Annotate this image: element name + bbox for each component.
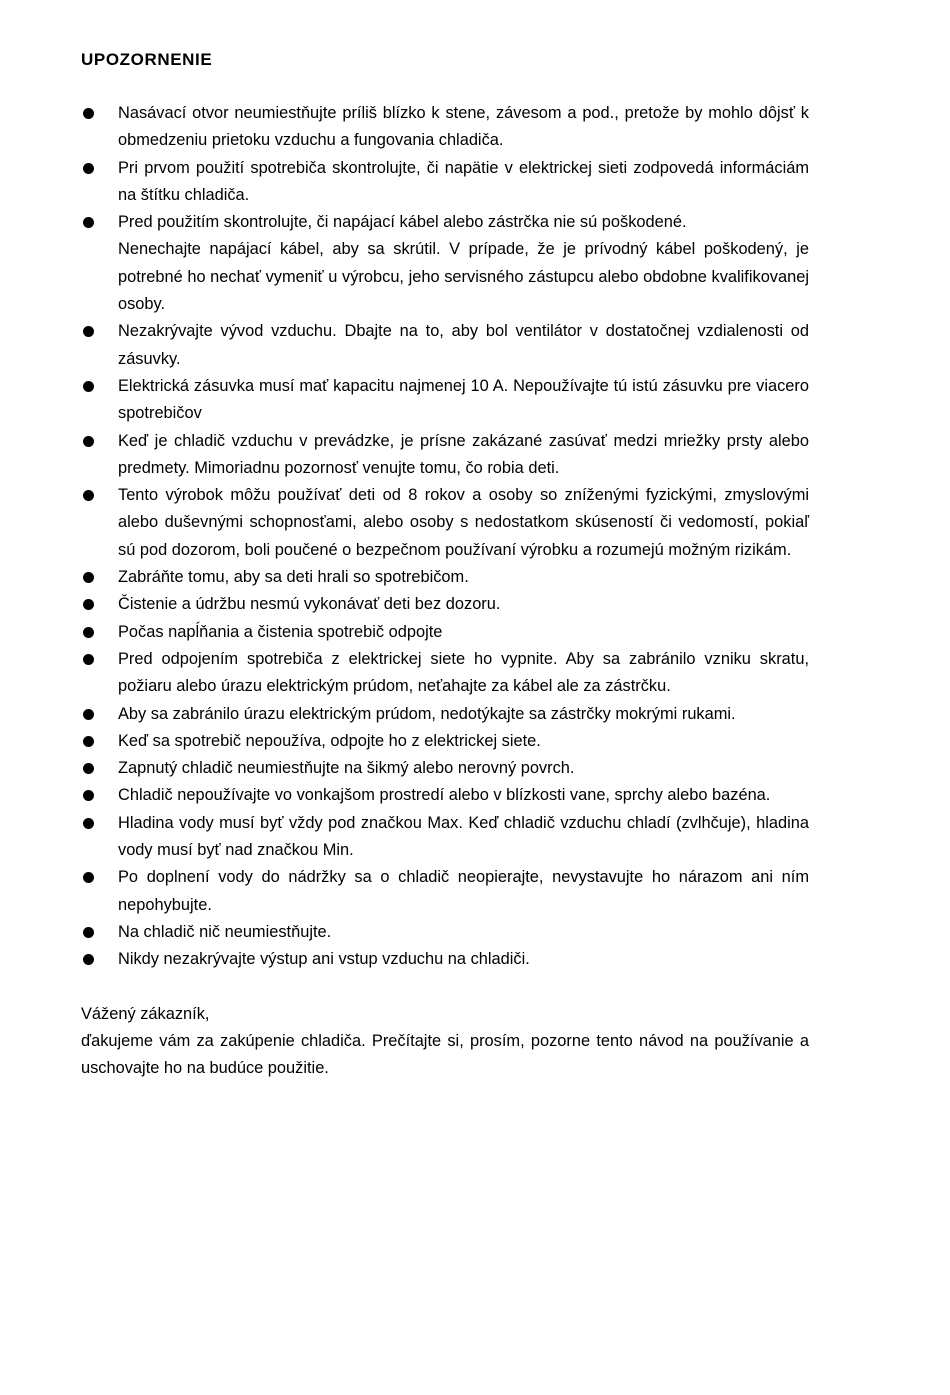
warning-text: Po doplnení vody do nádržky sa o chladič neopierajte, nevystavujte ho nárazom ani ním nepohybujte. [118, 868, 809, 914]
warning-text: Nasávací otvor neumiestňujte príliš blízko k stene, závesom a pod., pretože by mohlo dôjsť k obmedzeniu prietoku vzduchu a fungovania chladiča. [118, 104, 809, 150]
warning-text: Pred odpojením spotrebiča z elektrickej siete ho vypnite. Aby sa zabránilo vzniku skratu, požiaru alebo úrazu elektrickým prúdom, neťahajte za kábel ale za zástrčku. [118, 649, 809, 696]
bullet-icon [83, 627, 94, 638]
warning-text: Zapnutý chladič neumiestňujte na šikmý alebo nerovný povrch. [118, 759, 575, 778]
warning-item [81, 564, 809, 591]
warning-item [81, 209, 809, 318]
warning-text: Čistenie a údržbu nesmú vykonávať deti bez dozoru. [118, 595, 501, 614]
closing-salutation: Vážený zákazník, [81, 1004, 210, 1023]
warning-item [81, 782, 809, 809]
warning-item [81, 100, 809, 155]
warning-text: Pri prvom použití spotrebiča skontrolujte, či napätie v elektrickej sieti zodpovedá informáciám na štítku chladiča. [118, 158, 809, 204]
warning-item [81, 591, 809, 618]
bullet-icon [83, 954, 94, 965]
warning-text: Aby sa zabránilo úrazu elektrickým prúdom, nedotýkajte sa zástrčky mokrými rukami. [118, 704, 736, 723]
bullet-icon [83, 709, 94, 720]
warning-text: Nezakrývajte vývod vzduchu. Dbajte na to, aby bol ventilátor v dostatočnej vzdialenosti od zásuvky. [118, 322, 809, 368]
bullet-icon [83, 790, 94, 801]
warning-list [81, 100, 809, 974]
warning-item [81, 373, 809, 428]
warning-text: Chladič nepoužívajte vo vonkajšom prostredí alebo v blízkosti vane, sprchy alebo bazéna. [118, 786, 771, 805]
bullet-icon [83, 163, 94, 174]
warning-text: Na chladič nič neumiestňujte. [118, 922, 332, 941]
closing-message [81, 1001, 809, 1083]
warning-text: Tento výrobok môžu používať deti od 8 rokov a osoby so zníženými fyzickými, zmyslovými alebo duševnými schopnosťami, alebo osoby s nedostatkom skúseností či vedomostí, pokiaľ sú pod dozorom, boli poučené o bezpečnom používaní výrobku a rozumejú možným rizikám. [118, 486, 809, 559]
bullet-icon [83, 736, 94, 747]
bullet-icon [83, 599, 94, 610]
bullet-icon [83, 217, 94, 228]
warning-item [81, 810, 809, 865]
warning-text: Počas napĺňania a čistenia spotrebič odpojte [118, 622, 443, 641]
bullet-icon [83, 436, 94, 447]
warning-item [81, 318, 809, 373]
warning-text: Nikdy nezakrývajte výstup ani vstup vzduchu na chladiči. [118, 950, 530, 969]
warning-text: Pred použitím skontrolujte, či napájací kábel alebo zástrčka nie sú poškodené. [118, 213, 687, 232]
warning-item [81, 864, 809, 919]
bullet-icon [83, 381, 94, 392]
warning-item [81, 946, 809, 973]
warning-text: Zabráňte tomu, aby sa deti hrali so spotrebičom. [118, 568, 469, 587]
warning-item [81, 755, 809, 782]
warning-item [81, 482, 809, 564]
warning-item [81, 919, 809, 946]
bullet-icon [83, 326, 94, 337]
document-page [81, 48, 809, 1082]
bullet-icon [83, 872, 94, 883]
bullet-icon [83, 927, 94, 938]
warning-item [81, 155, 809, 210]
bullet-icon [83, 108, 94, 119]
bullet-icon [83, 490, 94, 501]
warning-item [81, 428, 809, 483]
warning-text-continued: Nenechajte napájací kábel, aby sa skrútil. V prípade, že je prívodný kábel poškodený, je potrebné ho nechať vymeniť u výrobcu, jeho servisného zástupcu alebo obdobne kvalifikovanej osoby. [118, 240, 809, 314]
bullet-icon [83, 572, 94, 583]
warning-item [81, 619, 809, 646]
warning-item [81, 701, 809, 728]
warning-text: Elektrická zásuvka musí mať kapacitu najmenej 10 A. Nepoužívajte tú istú zásuvku pre viacero spotrebičov [118, 376, 809, 423]
warning-item [81, 646, 809, 701]
warning-text: Keď sa spotrebič nepoužíva, odpojte ho z elektrickej siete. [118, 731, 541, 750]
bullet-icon [83, 818, 94, 829]
warning-text: Keď je chladič vzduchu v prevádzke, je prísne zakázané zasúvať medzi mriežky prsty alebo predmety. Mimoriadnu pozornosť venujte tomu, čo robia deti. [118, 431, 809, 477]
warning-text: Hladina vody musí byť vždy pod značkou Max. Keď chladič vzduchu chladí (zvlhčuje), hladina vody musí byť nad značkou Min. [118, 813, 809, 860]
bullet-icon [83, 763, 94, 774]
bullet-icon [83, 654, 94, 665]
warning-item [81, 728, 809, 755]
closing-body: ďakujeme vám za zakúpenie chladiča. Prečítajte si, prosím, pozorne tento návod na používanie a uschovajte ho na budúce použitie. [81, 1031, 809, 1078]
page-title: UPOZORNENIE [81, 50, 213, 69]
